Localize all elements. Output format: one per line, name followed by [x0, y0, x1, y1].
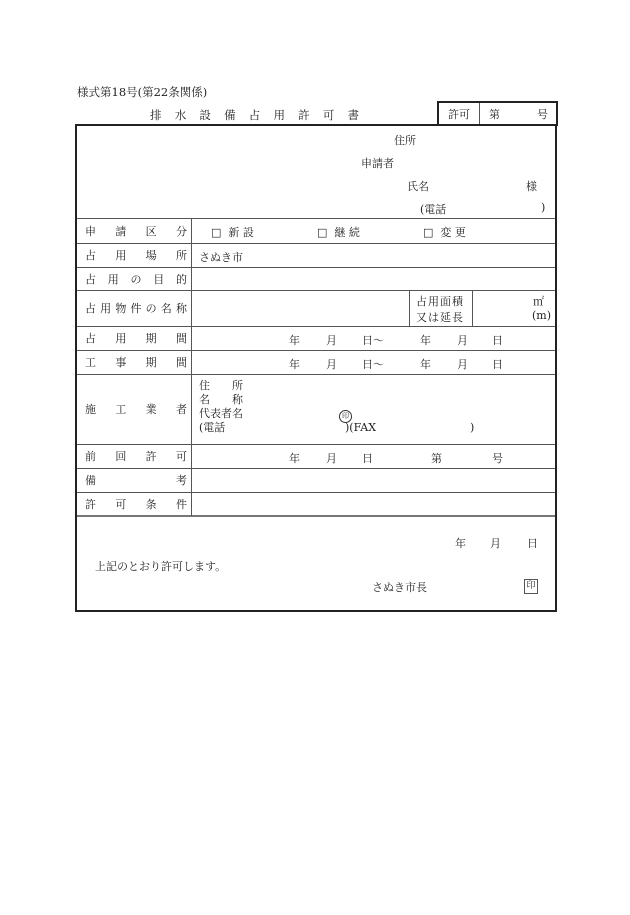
checkbox-icon[interactable]: □	[317, 226, 328, 239]
applicant-name-label: 氏名	[407, 180, 429, 193]
label-char: 備	[85, 474, 96, 487]
title-char: 設	[199, 108, 211, 122]
label-char: 申	[85, 224, 96, 238]
unit-square-meter: ㎡	[533, 295, 544, 308]
previous-day: 日	[362, 452, 373, 465]
occupancy-day-from: 日～	[362, 334, 384, 347]
permit-number-prefix: 第	[489, 108, 500, 121]
label-location	[85, 243, 187, 267]
label-char: 前	[85, 450, 96, 463]
label-char: 可	[115, 497, 127, 511]
label-char: 施	[85, 403, 96, 416]
occupancy-month-to: 月	[457, 334, 468, 347]
permit-number-box	[437, 101, 558, 126]
column-divider	[409, 290, 410, 326]
area-label-2: 又は延長	[416, 311, 464, 324]
label-char: 条	[145, 497, 157, 511]
purpose-field[interactable]	[199, 272, 549, 286]
contractor-fax-label: )(FAX	[345, 421, 377, 434]
label-remarks	[85, 468, 187, 492]
label-char: 用	[107, 272, 119, 286]
construction-day-to: 日	[492, 358, 503, 371]
approval-statement: 上記のとおり許可します。	[95, 560, 227, 573]
title-char: 占	[248, 108, 261, 122]
permit-label: 許可	[439, 103, 480, 126]
label-char: 工	[85, 356, 96, 369]
label-char: 期	[145, 332, 157, 345]
label-char: の	[145, 302, 157, 315]
label-contractor	[85, 374, 187, 444]
applicant-phone-open: (電話	[420, 203, 447, 216]
label-application-type	[85, 218, 187, 243]
remarks-field[interactable]	[199, 473, 549, 487]
label-char: 工	[115, 403, 127, 416]
occupancy-year: 年	[289, 334, 300, 347]
title-char: 水	[174, 108, 187, 122]
label-char: 事	[115, 356, 127, 369]
label-purpose	[85, 267, 187, 290]
label-construction-period	[85, 350, 187, 374]
occupancy-year-to: 年	[420, 334, 431, 347]
label-char: 的	[176, 272, 187, 286]
column-divider	[191, 218, 192, 516]
footer-month: 月	[490, 537, 501, 550]
label-char: 名	[160, 302, 172, 315]
area-label-1: 占用面積	[416, 295, 464, 308]
label-previous-permit	[85, 444, 187, 468]
checkbox-icon[interactable]: □	[423, 226, 434, 239]
seal-square-icon	[524, 578, 538, 594]
title-char: 用	[273, 108, 285, 122]
label-char: 件	[175, 497, 187, 511]
label-char: 可	[175, 450, 187, 463]
option-label: 新 設	[228, 226, 254, 239]
label-char: 占	[85, 302, 96, 315]
seal-icon: 印	[524, 579, 538, 594]
checkbox-icon[interactable]: □	[211, 226, 222, 239]
label-char: 目	[153, 272, 165, 286]
permit-number-suffix: 号	[537, 108, 548, 121]
label-char: 占	[85, 332, 96, 345]
construction-month-to: 月	[457, 358, 468, 371]
label-char: 用	[100, 302, 112, 315]
label-char: 場	[145, 249, 157, 262]
label-object-name	[85, 290, 187, 326]
object-name-field[interactable]	[199, 302, 399, 316]
contractor-fax-close: )	[470, 421, 475, 434]
conditions-field[interactable]	[199, 497, 549, 511]
unit-meter: (m)	[532, 309, 552, 322]
occupancy-day-to: 日	[492, 334, 503, 347]
option-label: 継 続	[334, 226, 360, 239]
construction-year-to: 年	[420, 358, 431, 371]
label-char: 者	[175, 403, 187, 416]
contractor-rep-label: 代表者名	[199, 407, 243, 420]
label-char: 件	[130, 302, 142, 315]
option-continue[interactable]	[317, 224, 360, 240]
title-char: 可	[322, 108, 335, 122]
label-char: 物	[115, 302, 127, 315]
title-char: 排	[150, 108, 162, 122]
label-char: 称	[175, 302, 187, 315]
construction-year: 年	[289, 358, 300, 371]
contractor-phone-label: (電話	[199, 421, 226, 434]
construction-day-from: 日～	[362, 358, 384, 371]
label-char: 用	[115, 249, 127, 262]
label-char: 業	[145, 403, 157, 416]
form-number: 様式第18号(第22条関係)	[77, 85, 208, 99]
option-new[interactable]	[211, 224, 254, 240]
label-char: 分	[175, 224, 187, 238]
occupancy-month: 月	[326, 334, 337, 347]
document-title	[150, 107, 372, 123]
label-char: 用	[115, 332, 127, 345]
contractor-name-label: 名 称	[199, 393, 243, 406]
previous-number-suffix: 号	[492, 452, 503, 465]
label-char: 期	[145, 356, 157, 369]
label-char: 間	[175, 356, 187, 369]
label-char: 許	[85, 497, 96, 511]
label-char: 許	[145, 450, 157, 463]
label-conditions	[85, 492, 187, 515]
label-char: 考	[176, 474, 187, 487]
label-char: 請	[115, 224, 127, 238]
title-char: 許	[298, 108, 310, 122]
label-char: 間	[175, 332, 187, 345]
previous-year: 年	[289, 452, 300, 465]
divider	[77, 515, 555, 517]
label-char: 回	[115, 450, 127, 463]
location-value[interactable]: さぬき市	[199, 251, 243, 264]
previous-number-prefix: 第	[431, 452, 442, 465]
title-char: 備	[224, 108, 236, 122]
honorific: 様	[526, 180, 537, 193]
application-form-table	[75, 124, 557, 612]
option-label: 変 更	[440, 226, 466, 239]
previous-month: 月	[326, 452, 337, 465]
title-char: 書	[347, 108, 359, 122]
mayor-title: さぬき市長	[372, 581, 427, 594]
label-char: 占	[85, 272, 96, 286]
option-change[interactable]	[423, 224, 466, 240]
label-occupancy-period	[85, 326, 187, 350]
construction-month: 月	[326, 358, 337, 371]
applicant-address-label: 住所	[394, 134, 416, 147]
footer-day: 日	[527, 537, 538, 550]
contractor-address-label: 住 所	[199, 379, 243, 392]
applicant-label: 申請者	[361, 157, 394, 170]
applicant-phone-close: )	[541, 201, 546, 214]
seal-icon: 印	[339, 410, 352, 423]
label-char: 区	[145, 224, 157, 238]
label-char: 占	[85, 249, 96, 262]
footer-year: 年	[455, 537, 466, 550]
column-divider	[472, 290, 473, 326]
label-char: 所	[175, 249, 187, 262]
label-char: の	[130, 272, 142, 286]
